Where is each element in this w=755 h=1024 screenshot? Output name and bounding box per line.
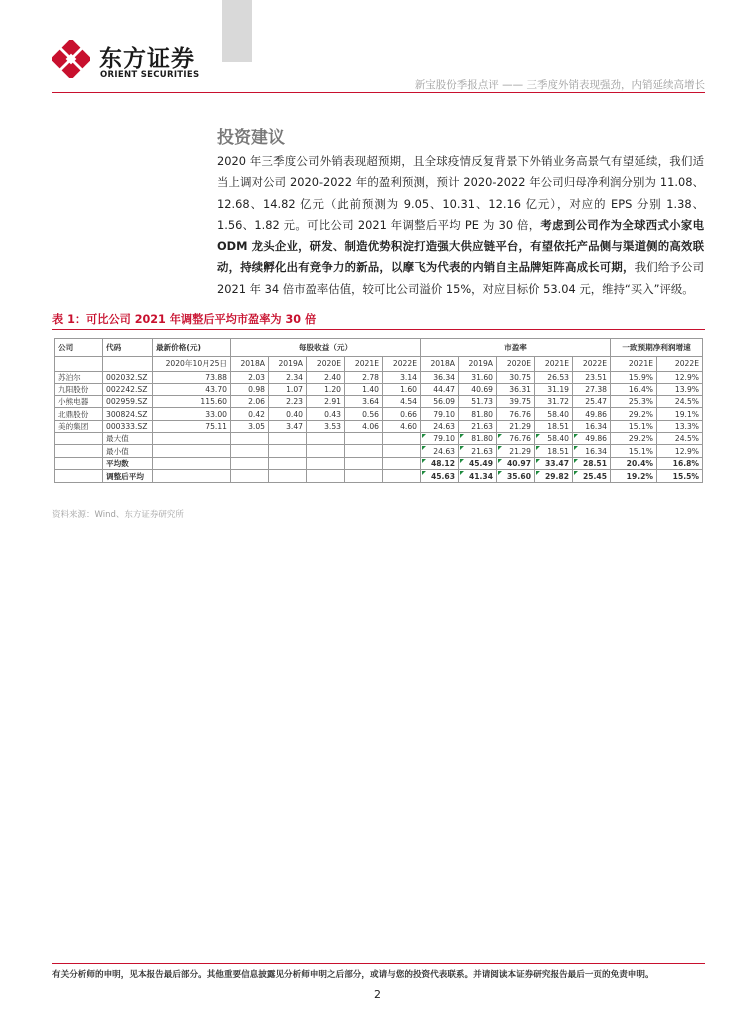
table-title: 表 1：可比公司 2021 年调整后平均市盈率为 30 倍: [52, 313, 317, 326]
pe-value: 25.47: [573, 396, 611, 408]
table-header-row: [55, 339, 703, 357]
pe-value: 26.53: [535, 371, 573, 383]
page-number: 2: [374, 988, 381, 1001]
growth-value: 13.3%: [657, 420, 703, 432]
eps-year-header: 2019A: [269, 357, 307, 372]
eps-value: 0.43: [307, 408, 345, 420]
stats-pe-value: 79.10: [421, 432, 459, 445]
eps-value: 1.20: [307, 383, 345, 395]
eps-value: 2.78: [345, 371, 383, 383]
latest-price: 43.70: [153, 383, 231, 395]
formula-flag-icon: [574, 459, 578, 463]
eps-value: 3.53: [307, 420, 345, 432]
formula-flag-icon: [536, 434, 540, 438]
company-name: 小熊电器: [55, 396, 103, 408]
stats-row: [55, 432, 703, 445]
pe-year-header: 2020E: [497, 357, 535, 372]
pe-value: 31.19: [535, 383, 573, 395]
header-date: 2020年10月25日: [153, 357, 231, 372]
latest-price: 115.60: [153, 396, 231, 408]
eps-year-header: 2021E: [345, 357, 383, 372]
stats-growth-value: 15.1%: [611, 445, 657, 458]
pe-value: 79.10: [421, 408, 459, 420]
formula-flag-icon: [422, 446, 426, 450]
formula-flag-icon: [498, 459, 502, 463]
header-growth: 一致预期净利润增速: [611, 339, 703, 357]
formula-flag-icon: [460, 471, 464, 475]
pe-value: 76.76: [497, 408, 535, 420]
pe-value: 18.51: [535, 420, 573, 432]
growth-value: 25.3%: [611, 396, 657, 408]
eps-value: 0.42: [231, 408, 269, 420]
eps-value: 0.40: [269, 408, 307, 420]
header-divider: [52, 92, 705, 93]
paragraph-text-bold: 考虑到公司作为全球西式小家电 ODM 龙头企业，研发、制造优势积淀打造强大供应链平台，有望依托产品侧与渠道侧的高效联动，持续孵化出有竞争力的新品，以摩飞为代表的内销自主品牌矩阵高成长可期，: [217, 217, 704, 275]
header-price: 最新价格(元): [153, 339, 231, 357]
table-subheader-row: [55, 357, 703, 372]
stats-pe-value: 21.63: [459, 445, 497, 458]
formula-flag-icon: [422, 471, 426, 475]
formula-flag-icon: [422, 434, 426, 438]
formula-flag-icon: [574, 434, 578, 438]
eps-value: 2.06: [231, 396, 269, 408]
table-row: [55, 383, 703, 395]
stats-growth-value: 15.5%: [657, 470, 703, 483]
stats-pe-value: 41.34: [459, 470, 497, 483]
stock-code: 002959.SZ: [103, 396, 153, 408]
eps-value: 0.66: [383, 408, 421, 420]
table-row: [55, 371, 703, 383]
pe-value: 36.34: [421, 371, 459, 383]
header-gray-tab: [222, 0, 252, 62]
growth-value: 15.9%: [611, 371, 657, 383]
pe-value: 36.31: [497, 383, 535, 395]
comparable-companies-table: [54, 338, 703, 483]
pe-value: 27.38: [573, 383, 611, 395]
growth-value: 29.2%: [611, 408, 657, 420]
formula-flag-icon: [460, 459, 464, 463]
stats-growth-value: 12.9%: [657, 445, 703, 458]
stock-code: 002032.SZ: [103, 371, 153, 383]
paragraph-text-2: 我们给予公司 2021 年 34 倍市盈率估值，较可比公司溢价 15%，对应目标价 53.04 元，维持“买入”评级。: [217, 260, 704, 296]
formula-flag-icon: [574, 446, 578, 450]
growth-year-header: 2021E: [611, 357, 657, 372]
pe-value: 21.29: [497, 420, 535, 432]
stats-row: [55, 445, 703, 458]
pe-value: 40.69: [459, 383, 497, 395]
eps-value: 1.07: [269, 383, 307, 395]
eps-value: 3.47: [269, 420, 307, 432]
eps-year-header: 2022E: [383, 357, 421, 372]
latest-price: 33.00: [153, 408, 231, 420]
stats-pe-value: 48.12: [421, 457, 459, 470]
pe-value: 31.72: [535, 396, 573, 408]
stats-pe-value: 49.86: [573, 432, 611, 445]
stats-label: 平均数: [103, 457, 153, 470]
formula-flag-icon: [498, 446, 502, 450]
pe-value: 31.60: [459, 371, 497, 383]
pe-value: 39.75: [497, 396, 535, 408]
pe-value: 56.09: [421, 396, 459, 408]
pe-value: 30.75: [497, 371, 535, 383]
stats-label: 最小值: [103, 445, 153, 458]
stats-pe-value: 28.51: [573, 457, 611, 470]
growth-value: 13.9%: [657, 383, 703, 395]
eps-value: 0.98: [231, 383, 269, 395]
pe-value: 58.40: [535, 408, 573, 420]
formula-flag-icon: [422, 459, 426, 463]
header-code: 代码: [103, 339, 153, 357]
brand-name-en: ORIENT SECURITIES: [100, 70, 200, 80]
formula-flag-icon: [536, 459, 540, 463]
pe-year-header: 2019A: [459, 357, 497, 372]
growth-value: 19.1%: [657, 408, 703, 420]
eps-value: 1.60: [383, 383, 421, 395]
table-row: [55, 408, 703, 420]
formula-flag-icon: [536, 446, 540, 450]
stats-growth-value: 16.8%: [657, 457, 703, 470]
latest-price: 73.88: [153, 371, 231, 383]
company-name: 九阳股份: [55, 383, 103, 395]
pe-year-header: 2022E: [573, 357, 611, 372]
stats-pe-value: 29.82: [535, 470, 573, 483]
header-pe: 市盈率: [421, 339, 611, 357]
stats-pe-value: 45.49: [459, 457, 497, 470]
stats-row: [55, 457, 703, 470]
eps-value: 1.40: [345, 383, 383, 395]
formula-flag-icon: [460, 434, 464, 438]
header-eps: 每股收益（元）: [231, 339, 421, 357]
eps-value: 2.03: [231, 371, 269, 383]
stats-pe-value: 24.63: [421, 445, 459, 458]
footer-disclaimer: 有关分析师的申明，见本报告最后部分。其他重要信息披露见分析师申明之后部分，或请与您的投资代表联系。并请阅读本证券研究报告最后一页的免责申明。: [52, 970, 654, 980]
eps-value: 2.34: [269, 371, 307, 383]
eps-value: 2.23: [269, 396, 307, 408]
formula-flag-icon: [536, 471, 540, 475]
pe-year-header: 2018A: [421, 357, 459, 372]
header-company: 公司: [55, 339, 103, 357]
pe-value: 16.34: [573, 420, 611, 432]
eps-value: 4.54: [383, 396, 421, 408]
pe-year-header: 2021E: [535, 357, 573, 372]
eps-value: 3.14: [383, 371, 421, 383]
stats-pe-value: 76.76: [497, 432, 535, 445]
formula-flag-icon: [498, 434, 502, 438]
stats-pe-value: 45.63: [421, 470, 459, 483]
eps-year-header: 2020E: [307, 357, 345, 372]
formula-flag-icon: [498, 471, 502, 475]
stats-pe-value: 33.47: [535, 457, 573, 470]
growth-value: 12.9%: [657, 371, 703, 383]
pe-value: 81.80: [459, 408, 497, 420]
company-name: 美的集团: [55, 420, 103, 432]
table-row: [55, 420, 703, 432]
growth-value: 16.4%: [611, 383, 657, 395]
formula-flag-icon: [574, 471, 578, 475]
stats-growth-value: 19.2%: [611, 470, 657, 483]
eps-value: 0.56: [345, 408, 383, 420]
section-title: 投资建议: [217, 128, 285, 148]
eps-value: 3.05: [231, 420, 269, 432]
stats-growth-value: 29.2%: [611, 432, 657, 445]
stock-code: 000333.SZ: [103, 420, 153, 432]
eps-value: 4.06: [345, 420, 383, 432]
orient-securities-logo-icon: [52, 40, 90, 78]
source-note: 资料来源：Wind、东方证券研究所: [52, 510, 184, 520]
growth-value: 15.1%: [611, 420, 657, 432]
eps-value: 3.64: [345, 396, 383, 408]
pe-value: 24.63: [421, 420, 459, 432]
pe-value: 51.73: [459, 396, 497, 408]
growth-value: 24.5%: [657, 396, 703, 408]
investment-advice-paragraph: [217, 151, 704, 300]
brand-name-cn: 东方证券: [99, 46, 195, 72]
paragraph-text-1: 2020 年三季度公司外销表现超预期，且全球疫情反复背景下外销业务高景气有望延续，我们适当上调对公司 2020-2022 年的盈利预测，预计 2020-2022 年公司归母净利润分别为 11.08、12.68、14.82 亿元（此前预测为 9.05、10.31、12.16 亿元），对应的 EPS 分别 1.38、1.56、1.82 元。可比公司 2021 年调整后平均 PE 为 30 倍，: [217, 154, 704, 232]
eps-value: 2.40: [307, 371, 345, 383]
pe-value: 21.63: [459, 420, 497, 432]
stats-label: 调整后平均: [103, 470, 153, 483]
stats-pe-value: 21.29: [497, 445, 535, 458]
eps-value: 2.91: [307, 396, 345, 408]
latest-price: 75.11: [153, 420, 231, 432]
stock-code: 002242.SZ: [103, 383, 153, 395]
stats-pe-value: 18.51: [535, 445, 573, 458]
eps-value: 4.60: [383, 420, 421, 432]
stats-pe-value: 40.97: [497, 457, 535, 470]
stock-code: 300824.SZ: [103, 408, 153, 420]
stats-growth-value: 24.5%: [657, 432, 703, 445]
growth-year-header: 2022E: [657, 357, 703, 372]
formula-flag-icon: [460, 446, 464, 450]
stats-pe-value: 81.80: [459, 432, 497, 445]
stats-pe-value: 35.60: [497, 470, 535, 483]
company-name: 苏泊尔: [55, 371, 103, 383]
table-title-divider: [52, 329, 705, 330]
stats-pe-value: 25.45: [573, 470, 611, 483]
stats-row: [55, 470, 703, 483]
stats-pe-value: 58.40: [535, 432, 573, 445]
stats-label: 最大值: [103, 432, 153, 445]
pe-value: 23.51: [573, 371, 611, 383]
table-row: [55, 396, 703, 408]
eps-year-header: 2018A: [231, 357, 269, 372]
pe-value: 44.47: [421, 383, 459, 395]
stats-growth-value: 20.4%: [611, 457, 657, 470]
company-name: 北鼎股份: [55, 408, 103, 420]
report-subtitle: 新宝股份季报点评 —— 三季度外销表现强劲，内销延续高增长: [414, 79, 705, 91]
pe-value: 49.86: [573, 408, 611, 420]
footer-divider: [52, 963, 705, 964]
stats-pe-value: 16.34: [573, 445, 611, 458]
